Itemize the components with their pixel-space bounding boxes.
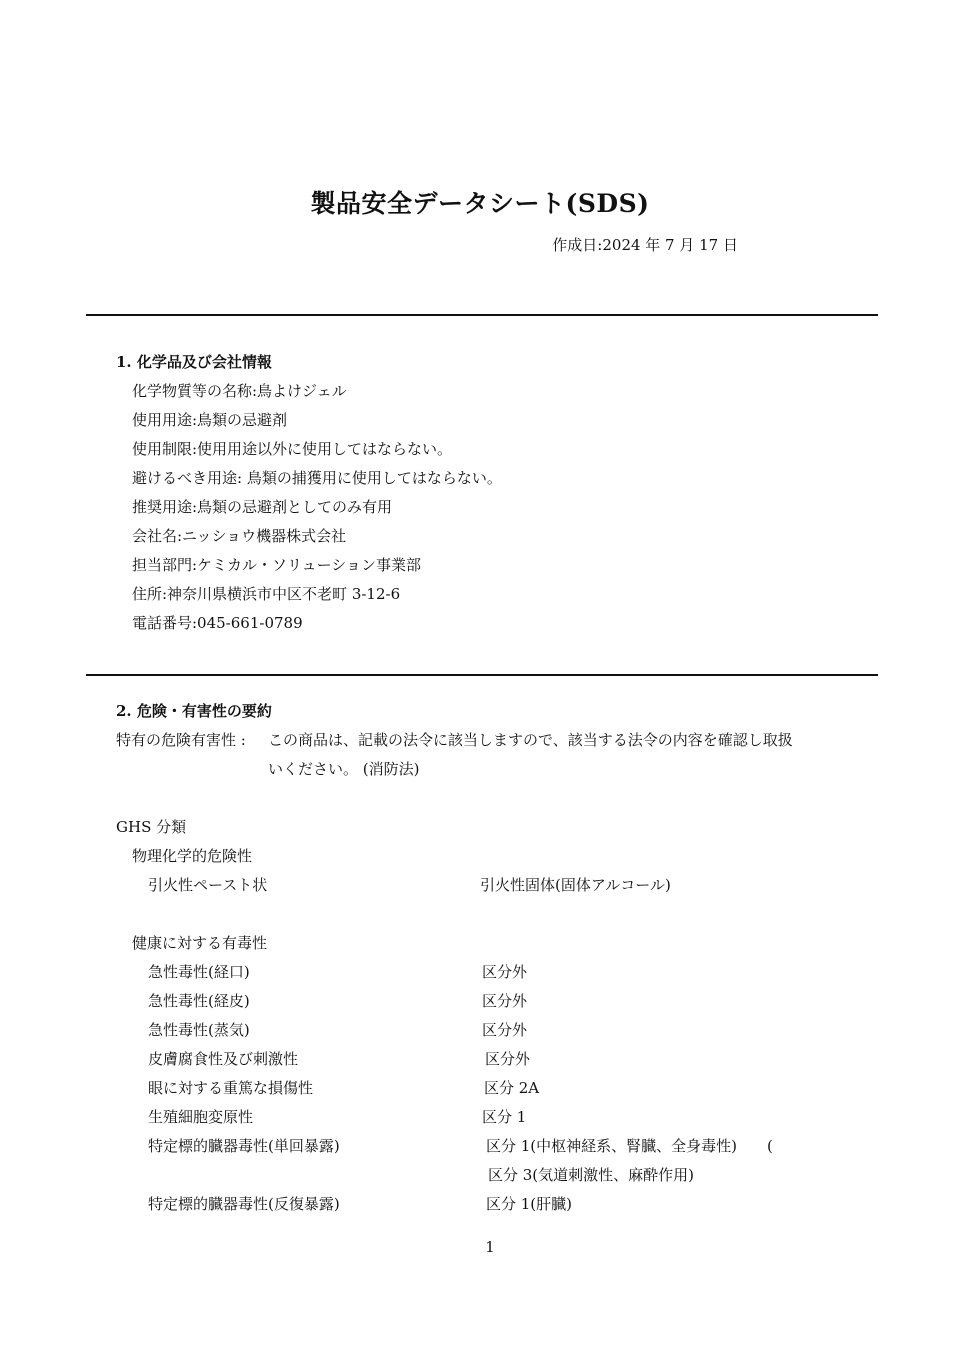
ghs-row-value: 引火性固体(固体アルコール) — [480, 876, 671, 894]
created-date: 作成日:2024 年 7 月 17 日 — [552, 236, 738, 254]
section1-line: 電話番号:045-661-0789 — [132, 614, 303, 632]
divider — [86, 674, 878, 676]
hazard-text: いください。 (消防法) — [268, 760, 420, 778]
ghs-row-value: 区分 1(肝臓) — [486, 1195, 573, 1213]
hazard-text: この商品は、記載の法令に該当しますので、該当する法令の内容を確認し取扱 — [268, 731, 793, 749]
ghs-row-value: 区分 3(気道刺激性、麻酔作用) — [488, 1166, 695, 1184]
hazard-label: 特有の危険有害性 : — [116, 731, 246, 749]
ghs-row-label: 急性毒性(蒸気) — [148, 1021, 250, 1039]
health-heading: 健康に対する有毒性 — [132, 934, 268, 952]
section1-line: 推奨用途:鳥類の忌避剤としてのみ有用 — [132, 498, 393, 516]
ghs-row-label: 急性毒性(経口) — [148, 963, 250, 981]
section1-line: 化学物質等の名称:鳥よけジェル — [132, 382, 347, 400]
section2-heading: 2. 危険・有害性の要約 — [116, 702, 272, 720]
ghs-row-label: 特定標的臓器毒性(反復暴露) — [148, 1195, 340, 1213]
ghs-row-value: 区分外 — [485, 1050, 531, 1068]
ghs-row-value: 区分 1 — [482, 1108, 527, 1126]
ghs-row-value: 区分外 — [482, 1021, 528, 1039]
section1-line: 使用用途:鳥類の忌避剤 — [132, 411, 288, 429]
ghs-row-value: 区分外 — [482, 992, 528, 1010]
divider — [86, 314, 878, 316]
page-number: 1 — [485, 1238, 495, 1256]
ghs-row-label: 引火性ペースト状 — [148, 876, 268, 894]
ghs-row-label: 生殖細胞変原性 — [148, 1108, 254, 1126]
ghs-row-value: 区分 2A — [484, 1079, 540, 1097]
ghs-row-label: 急性毒性(経皮) — [148, 992, 250, 1010]
ghs-row-label: 皮膚腐食性及び刺激性 — [148, 1050, 299, 1068]
section1-line: 担当部門:ケミカル・ソリューション事業部 — [132, 556, 422, 574]
ghs-row-value: 区分外 — [482, 963, 528, 981]
ghs-heading: GHS 分類 — [116, 818, 187, 836]
section1-line: 住所:神奈川県横浜市中区不老町 3-12-6 — [132, 585, 401, 603]
section1-line: 会社名:ニッショウ機器株式会社 — [132, 527, 347, 545]
ghs-row-label: 眼に対する重篤な損傷性 — [148, 1079, 314, 1097]
ghs-row-value: 区分 1(中枢神経系、腎臓、全身毒性) ( — [486, 1137, 773, 1155]
ghs-row-label: 特定標的臓器毒性(単回暴露) — [148, 1137, 340, 1155]
section1-line: 避けるべき用途: 鳥類の捕獲用に使用してはならない。 — [132, 469, 502, 487]
section1-heading: 1. 化学品及び会社情報 — [116, 353, 272, 371]
document-title: 製品安全データシート(SDS) — [310, 189, 650, 218]
physchem-heading: 物理化学的危険性 — [132, 847, 253, 865]
section1-line: 使用制限:使用用途以外に使用してはならない。 — [132, 440, 453, 458]
